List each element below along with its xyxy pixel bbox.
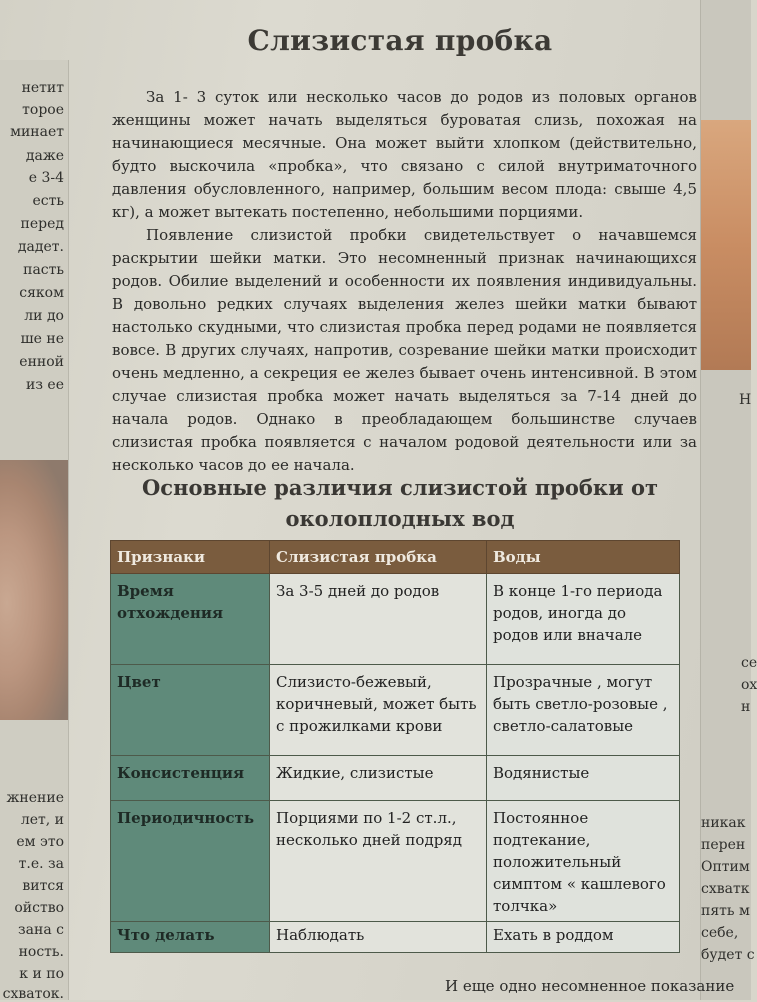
right-fragment: н: [741, 699, 751, 715]
right-fragment: себе,: [701, 925, 739, 941]
page-title: Слизистая пробка: [247, 24, 553, 57]
table-row: [111, 574, 680, 665]
right-fragment: Оптим: [701, 859, 750, 875]
left-fragment: вится: [22, 878, 64, 894]
right-fragment: никак: [701, 815, 746, 831]
left-fragment: ше не: [20, 331, 64, 347]
paragraph: За 1- 3 суток или несколько часов до родов из половых органов женщины может начать выделяться буроватая слизь, похожая на начинающиеся месячные. Она может выйти хлопком (действительно, будто выскочила «пробка», что связано с силой внутриматочного давления обусловленного, например, большим весом плода: свыше 4,5 кг), а может вытекать постепенно, небольшими порциями.: [112, 88, 697, 221]
left-adjacent-page: [0, 60, 69, 1000]
left-fragment: ем это: [16, 834, 64, 850]
left-photo: [0, 460, 68, 720]
water-cell: Ехать в роддом: [487, 922, 680, 953]
left-fragment: сяком: [19, 285, 64, 301]
left-fragment: нетит: [21, 80, 64, 96]
water-cell: Водянистые: [487, 756, 680, 801]
left-fragment: перед: [20, 216, 64, 232]
water-cell: Прозрачные , могут быть светло-розовые , светло-салатовые: [487, 665, 680, 756]
table-heading-line: Основные различия слизистой пробки от: [142, 475, 658, 500]
plug-cell: Слизисто-бежевый, коричневый, может быть с прожилками крови: [270, 665, 487, 756]
left-fragment: есть: [32, 193, 64, 209]
plug-cell: Порциями по 1-2 ст.л., несколько дней подряд: [270, 801, 487, 922]
table-row: [111, 665, 680, 756]
left-fragment: т.е. за: [18, 856, 64, 872]
paragraph: Появление слизистой пробки свидетельствует о начавшемся раскрытии шейки матки. Это несомненный признак начинающихся родов. Обилие выделений и особенности их появления индивидуальны. В довольно редких случаях выделения желез шейки матки бывают настолько скудными, что слизистая пробка перед родами не появляется вовсе. В других случаях, напротив, созревание шейки матки происходит очень медленно, а секреция ее желез бывает очень интенсивной. В этом случае слизистая пробка может начать выделяться за 7-14 дней до начала родов. Однако в преобладающем большинстве случаев слизистая пробка появляется с началом родовой деятельности или за несколько часов до ее начала.: [112, 226, 697, 474]
row-label: Консистенция: [111, 756, 270, 801]
right-fragment: ох: [741, 677, 757, 693]
left-fragment: дадет.: [17, 239, 64, 255]
left-fragment: из ее: [26, 377, 64, 393]
right-photo: [701, 120, 751, 370]
right-fragment: перен: [701, 837, 746, 853]
continuation-text: И еще одно несомненное показание: [445, 977, 735, 995]
right-adjacent-page: [700, 0, 757, 1000]
water-cell: Постоянное подтекание, положительный симптом « кашлевого толчка»: [487, 801, 680, 922]
left-fragment: зана с: [18, 922, 64, 938]
left-fragment: ли до: [24, 308, 64, 324]
header-cell: Слизистая пробка: [270, 541, 487, 574]
article-body: [112, 86, 697, 477]
header-cell: Признаки: [111, 541, 270, 574]
right-fragment: Н: [739, 392, 752, 408]
right-fragment: будет с: [701, 947, 755, 963]
water-cell: В конце 1-го периода родов, иногда до родов или вначале: [487, 574, 680, 665]
right-fragment: схватк: [701, 881, 750, 897]
left-fragment: минает: [10, 124, 64, 140]
plug-cell: Жидкие, слизистые: [270, 756, 487, 801]
left-fragment: жнение: [6, 790, 64, 806]
left-fragment: даже: [25, 148, 64, 164]
comparison-table: [110, 540, 680, 953]
table-row: [111, 922, 680, 953]
left-fragment: ность.: [18, 944, 64, 960]
row-label: Цвет: [111, 665, 270, 756]
plug-cell: Наблюдать: [270, 922, 487, 953]
table-heading: [110, 472, 690, 534]
left-fragment: торое: [22, 102, 64, 118]
table-row: [111, 801, 680, 922]
row-label: Периодичность: [111, 801, 270, 922]
left-fragment: енной: [19, 354, 64, 370]
plug-cell: За 3-5 дней до родов: [270, 574, 487, 665]
table-heading-line: околоплодных вод: [285, 506, 515, 531]
row-label: Время отхождения: [111, 574, 270, 665]
left-fragment: лет, и: [20, 812, 64, 828]
row-label: Что делать: [111, 922, 270, 953]
right-fragment: пять м: [701, 903, 750, 919]
left-fragment: пасть: [23, 262, 64, 278]
table-header-row: [111, 541, 680, 574]
header-cell: Воды: [487, 541, 680, 574]
left-fragment: е 3-4: [28, 170, 64, 186]
right-fragment: се: [741, 655, 757, 671]
table-row: [111, 756, 680, 801]
left-fragment: схваток.: [2, 986, 64, 1002]
left-fragment: ойство: [14, 900, 64, 916]
left-fragment: к и по: [19, 966, 64, 982]
